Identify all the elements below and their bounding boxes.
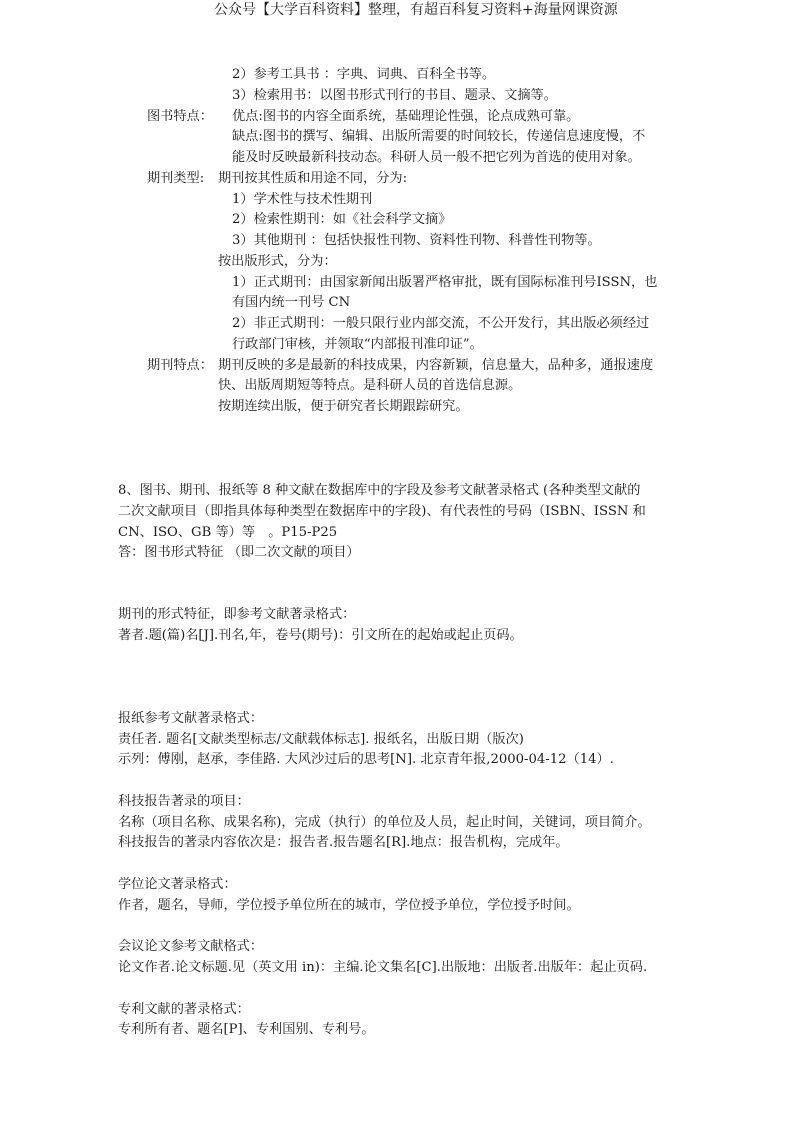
page-header: 公众号【大学百科资料】整理，有超百科复习资料+海量网课资源 — [214, 2, 618, 18]
patent-format: 专利所有者、题名[P]、专利国别、专利号。 — [118, 1022, 375, 1037]
question-8-answer: 答：图书形式特征 （即二次文献的项目） — [118, 545, 360, 560]
periodical-type-other: 3）其他期刊 ：包括快报性刊物、资料性刊物、科普性刊物等。 — [232, 233, 601, 248]
periodical-formal-cont: 有国内统一刊号 CN — [232, 295, 351, 310]
book-type-reference: 2）参考工具书 ：字典、词典、百科全书等。 — [232, 67, 496, 82]
newspaper-format: 责任者. 题名[文献类型标志/文献载体标志]. 报纸名，出版日期（版次) — [118, 732, 524, 747]
periodical-format-title: 期刊的形式特征，即参考文献著录格式： — [118, 607, 356, 622]
patent-title: 专利文献的著录格式： — [118, 1002, 250, 1017]
book-features-pro: 优点:图书的内容全面系统，基础理论性强，论点成熟可靠。 — [232, 109, 580, 124]
book-features-con-cont: 能及时反映最新科技动态。科研人员一般不把它列为首选的使用对象。 — [232, 150, 641, 165]
periodical-types-intro: 期刊按其性质和用途不同，分为: — [218, 171, 408, 186]
book-features-label: 图书特点： — [147, 109, 213, 124]
question-8-line1: 8、图书、期刊、报纸等 8 种文献在数据库中的字段及参考文献著录格式 (各种类型文献的 — [118, 483, 641, 498]
tech-report-order: 科技报告的著录内容依次是：报告者.报告题名[R].地点：报告机构，完成年。 — [118, 835, 569, 850]
periodical-features: 期刊反映的多是最新的科技成果，内容新颖，信息量大，品种多，通报速度 — [218, 358, 654, 373]
periodical-formal: 1）正式期刊：由国家新闻出版署严格审批，既有国际标准刊号ISSN，也 — [232, 275, 658, 290]
book-type-retrieval: 3）检索用书：以图书形式刊行的书目、题录、文摘等。 — [232, 88, 557, 103]
thesis-title: 学位论文著录格式： — [118, 877, 237, 892]
periodical-informal: 2）非正式期刊：一般只限行业内部交流，不公开发行，其出版必须经过 — [232, 316, 650, 331]
tech-report-items: 名称（项目名称、成果名称)，完成（执行）的单位及人员，起止时间，关键词，项目简介。 — [118, 815, 651, 830]
periodical-type-retrieval: 2）检索性期刊：如《社会科学文摘》 — [232, 212, 452, 227]
periodical-type-academic: 1）学术性与技术性期刊 — [232, 192, 373, 207]
question-8-line3: CN、ISO、GB 等）等 。P15-P25 — [118, 525, 338, 540]
periodical-features-continuous: 按期连续出版，便于研究者长期跟踪研究。 — [218, 399, 469, 414]
conference-title: 会议论文参考文献格式： — [118, 939, 264, 954]
periodical-format: 著者.题(篇)名[J].刊名,年，卷号(期号)：引文所在的起始或起止页码。 — [118, 628, 523, 643]
periodical-by-form: 按出版形式，分为： — [218, 254, 337, 269]
newspaper-title: 报纸参考文献著录格式： — [118, 711, 264, 726]
periodical-features-label: 期刊特点： — [147, 358, 213, 373]
thesis-format: 作者，题名，导师，学位授予单位所在的城市，学位授予单位，学位授予时间。 — [118, 898, 580, 913]
newspaper-example: 示列：傅刚，赵承，李佳路. 大风沙过后的思考[N]. 北京青年报,2000-04-12（14）. — [118, 752, 614, 767]
question-8-line2: 二次文献项目（即指具体每种类型在数据库中的字段)、有代表性的号码（ISBN、ISSN 和 — [118, 504, 646, 519]
periodical-types-label: 期刊类型: — [147, 171, 205, 186]
periodical-informal-cont: 行政部门审核，并领取“内部报刊准印证”。 — [232, 337, 483, 352]
periodical-features-cont: 快、出版周期短等特点。是科研人员的首选信息源。 — [218, 378, 522, 393]
book-features-con: 缺点:图书的撰写、编辑、出版所需要的时间较长，传递信息速度慢，不 — [232, 129, 646, 144]
conference-format: 论文作者.论文标题.见（英文用 in)：主编.论文集名[C].出版地：出版者.出版年：起止页码. — [118, 960, 648, 975]
tech-report-title: 科技报告著录的项目： — [118, 794, 250, 809]
